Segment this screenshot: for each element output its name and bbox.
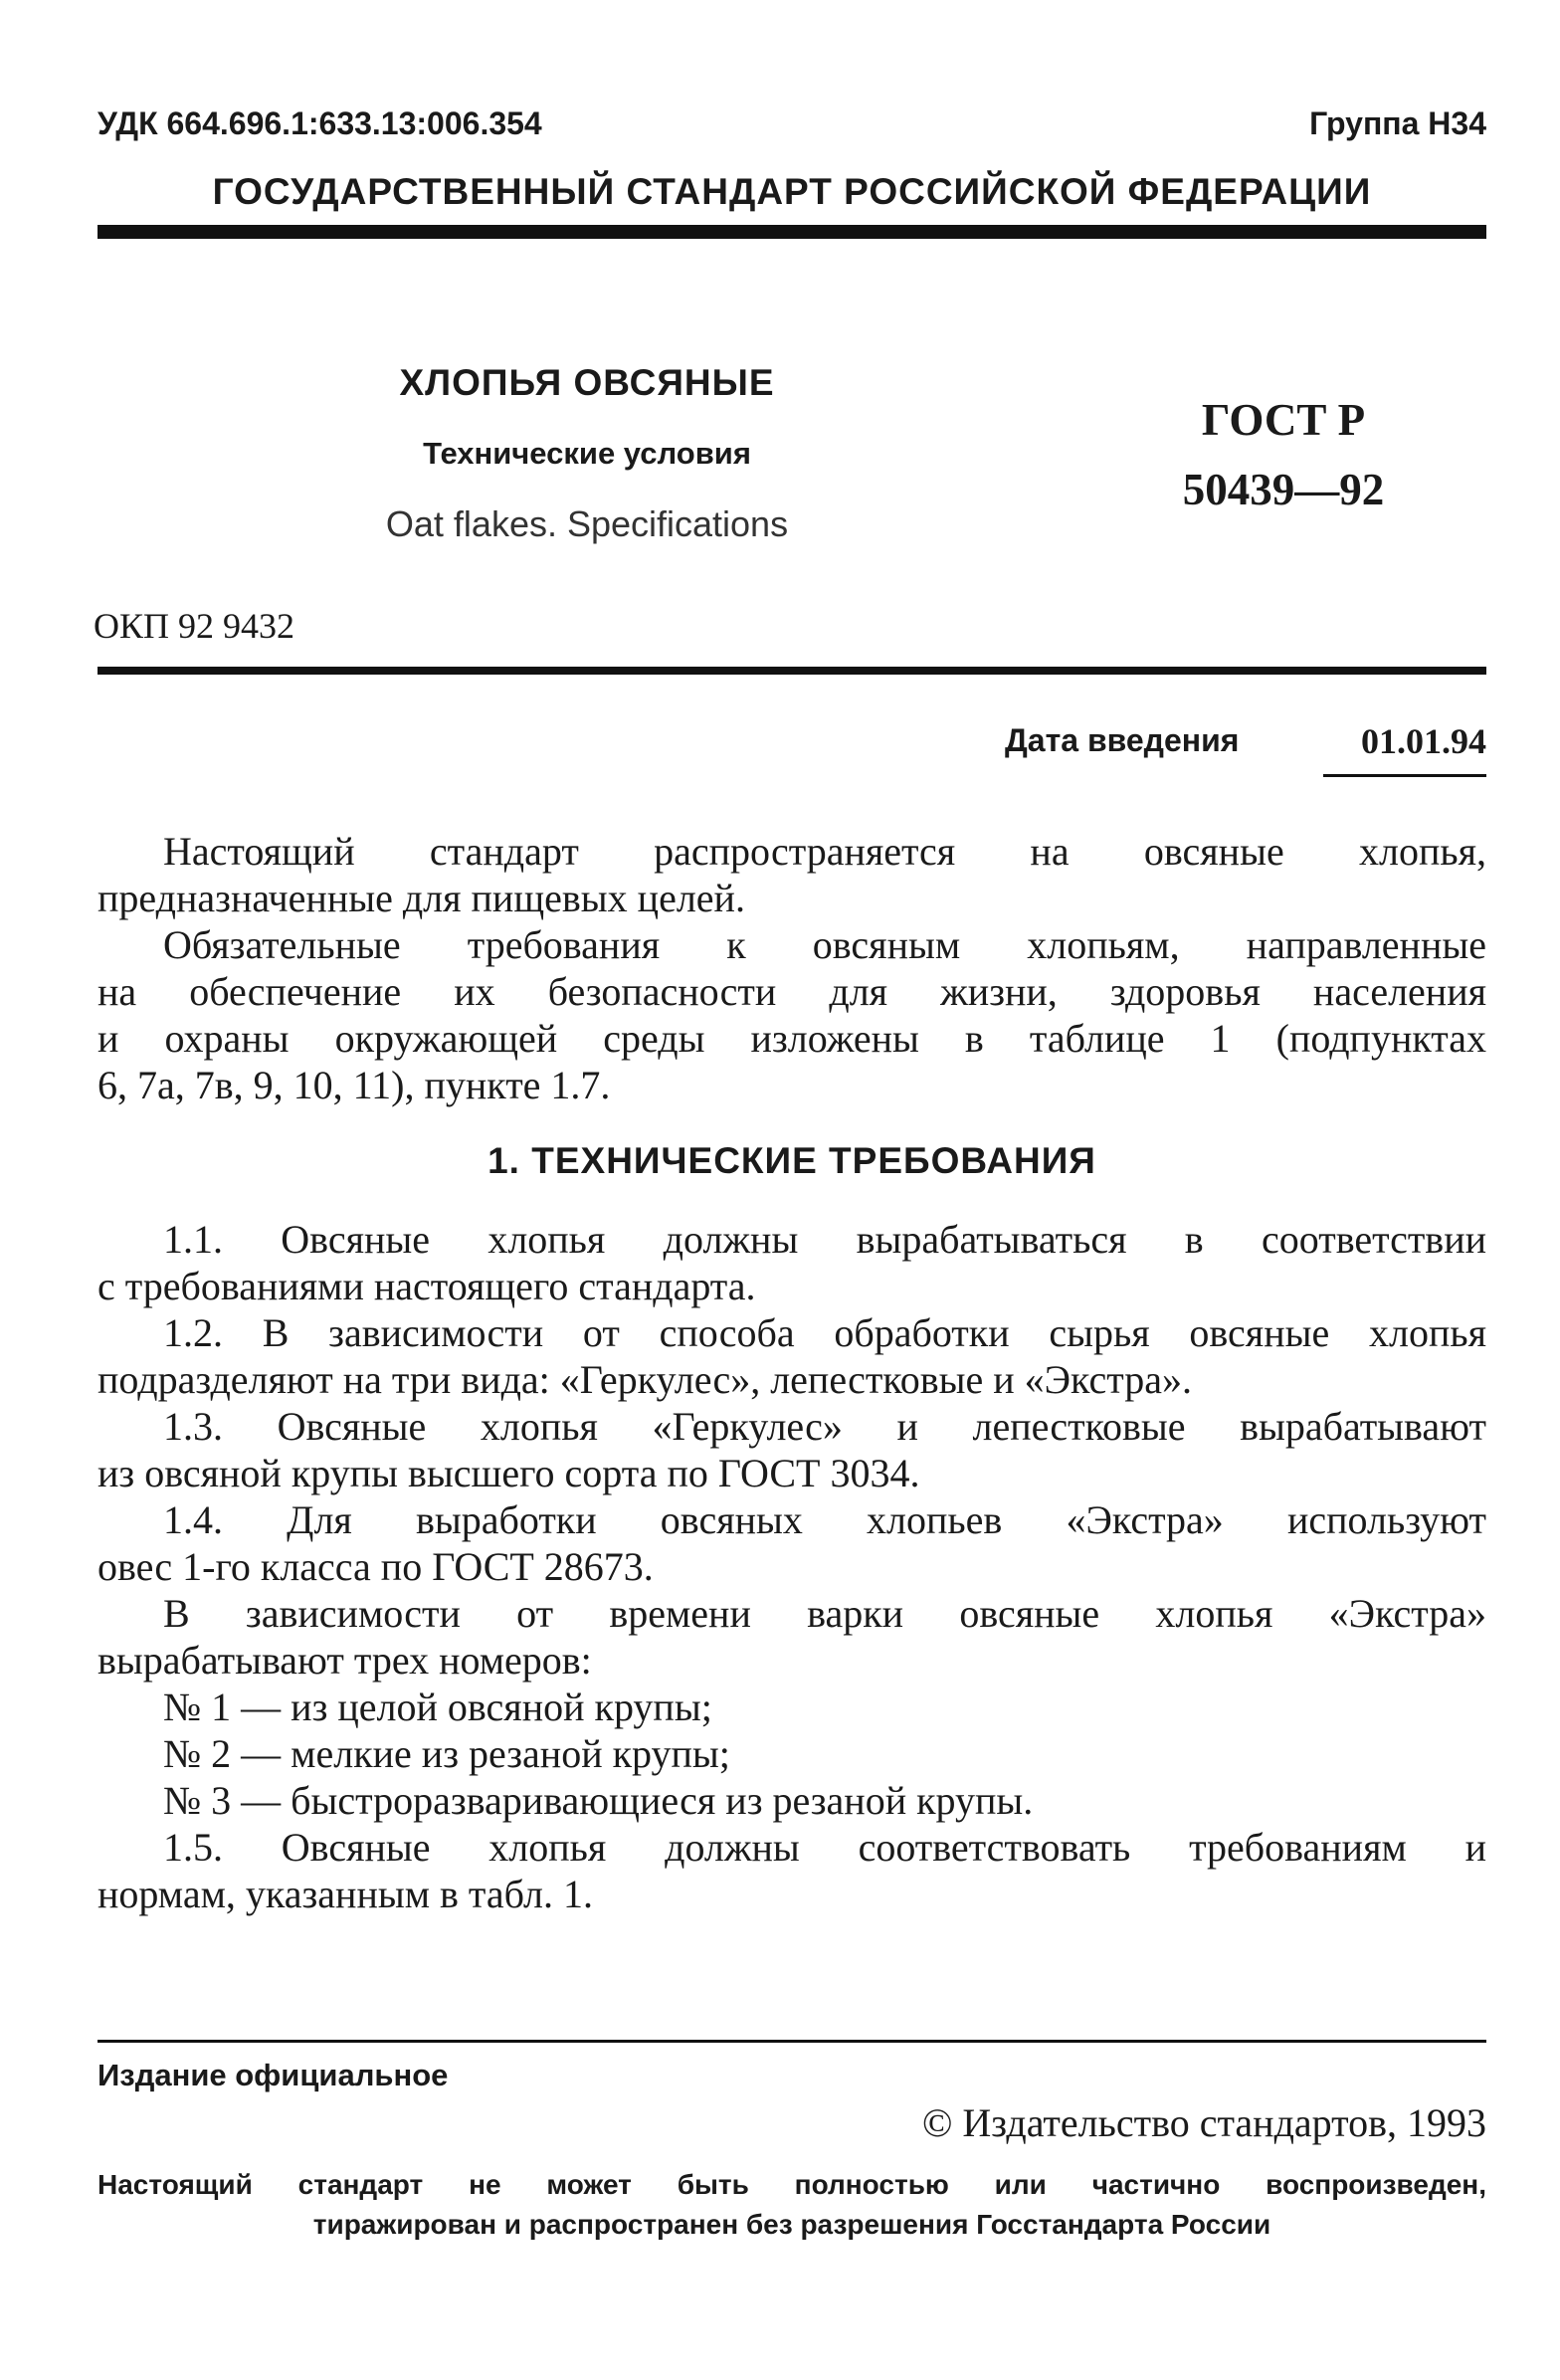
list-item: № 2 — мелкие из резаной крупы; bbox=[163, 1731, 730, 1776]
text-line: подразделяют на три вида: «Геркулес», лепестковые и «Экстра». bbox=[98, 1357, 1192, 1402]
group-code: Группа Н34 bbox=[1309, 105, 1486, 141]
text-line: В зависимости от времени варки овсяные хлопья «Экстра» bbox=[163, 1591, 1486, 1636]
numbers-paragraph bbox=[98, 1590, 1486, 1684]
text-line: нормам, указанным в табл. 1. bbox=[98, 1872, 593, 1916]
text-line: 1.3. Овсяные хлопья «Геркулес» и лепестковые вырабатывают bbox=[163, 1404, 1486, 1449]
gost-label: ГОСТ Р bbox=[1201, 395, 1366, 445]
okp-code: ОКП 92 9432 bbox=[94, 606, 295, 646]
text-line: 1.2. В зависимости от способа обработки сырья овсяные хлопья bbox=[163, 1310, 1486, 1355]
text-line: из овсяной крупы высшего сорта по ГОСТ 3034. bbox=[98, 1451, 920, 1495]
header-thick-rule bbox=[98, 225, 1486, 239]
list-item: № 3 — быстроразваривающиеся из резаной крупы. bbox=[163, 1778, 1034, 1823]
footer-rule bbox=[98, 2040, 1486, 2043]
standard-heading: ГОСУДАРСТВЕННЫЙ СТАНДАРТ РОССИЙСКОЙ ФЕДЕРАЦИИ bbox=[212, 171, 1372, 212]
intro-paragraph-2 bbox=[98, 921, 1486, 1108]
udk-code: УДК 664.696.1:633.13:006.354 bbox=[98, 105, 542, 141]
clause-1-4 bbox=[98, 1496, 1486, 1590]
document-title: ХЛОПЬЯ ОВСЯНЫЕ bbox=[399, 362, 775, 403]
title-thick-rule bbox=[98, 667, 1486, 675]
date-underline bbox=[1323, 774, 1486, 777]
text-line: Настоящий стандарт распространяется на овсяные хлопья, bbox=[163, 829, 1486, 874]
document-subtitle: Технические условия bbox=[423, 436, 751, 471]
list-item: № 1 — из целой овсяной крупы; bbox=[163, 1685, 712, 1729]
text-line: 1.1. Овсяные хлопья должны вырабатываться в соответствии bbox=[163, 1217, 1486, 1262]
clause-1-2 bbox=[98, 1309, 1486, 1403]
text-line: на обеспечение их безопасности для жизни, здоровья населения bbox=[98, 969, 1486, 1014]
intro-date-value: 01.01.94 bbox=[1361, 721, 1486, 761]
text-line: вырабатывают трех номеров: bbox=[98, 1638, 592, 1683]
intro-date-label: Дата введения bbox=[1005, 722, 1240, 758]
text-line: 1.4. Для выработки овсяных хлопьев «Экстра» используют bbox=[163, 1497, 1486, 1542]
text-line: овес 1-го класса по ГОСТ 28673. bbox=[98, 1544, 654, 1589]
clause-1-1 bbox=[98, 1216, 1486, 1309]
intro-paragraph-1 bbox=[98, 828, 1486, 921]
text-line: Обязательные требования к овсяным хлопьям, направленные bbox=[163, 922, 1486, 967]
copyright-line: © Издательство стандартов, 1993 bbox=[921, 2100, 1486, 2145]
gost-number: 50439—92 bbox=[1182, 465, 1385, 514]
reproduction-notice bbox=[98, 2165, 1486, 2245]
text-line: предназначенные для пищевых целей. bbox=[98, 876, 745, 920]
text-line: с требованиями настоящего стандарта. bbox=[98, 1264, 756, 1308]
clause-1-3 bbox=[98, 1403, 1486, 1496]
notice-line: тиражирован и распространен без разрешения Госстандарта России bbox=[312, 2209, 1271, 2240]
clause-1-5 bbox=[98, 1824, 1486, 1917]
section-heading: 1. ТЕХНИЧЕСКИЕ ТРЕБОВАНИЯ bbox=[488, 1140, 1096, 1181]
edition-note: Издание официальное bbox=[98, 2058, 449, 2092]
text-line: 6, 7а, 7в, 9, 10, 11), пункте 1.7. bbox=[98, 1063, 611, 1107]
english-title: Oat flakes. Specifications bbox=[385, 503, 789, 544]
text-line: 1.5. Овсяные хлопья должны соответствовать требованиям и bbox=[163, 1825, 1486, 1870]
notice-line: Настоящий стандарт не может быть полностью или частично воспроизведен, bbox=[98, 2169, 1486, 2200]
numbers-list bbox=[98, 1684, 1486, 1824]
text-line: и охраны окружающей среды изложены в таблице 1 (подпунктах bbox=[98, 1016, 1486, 1061]
